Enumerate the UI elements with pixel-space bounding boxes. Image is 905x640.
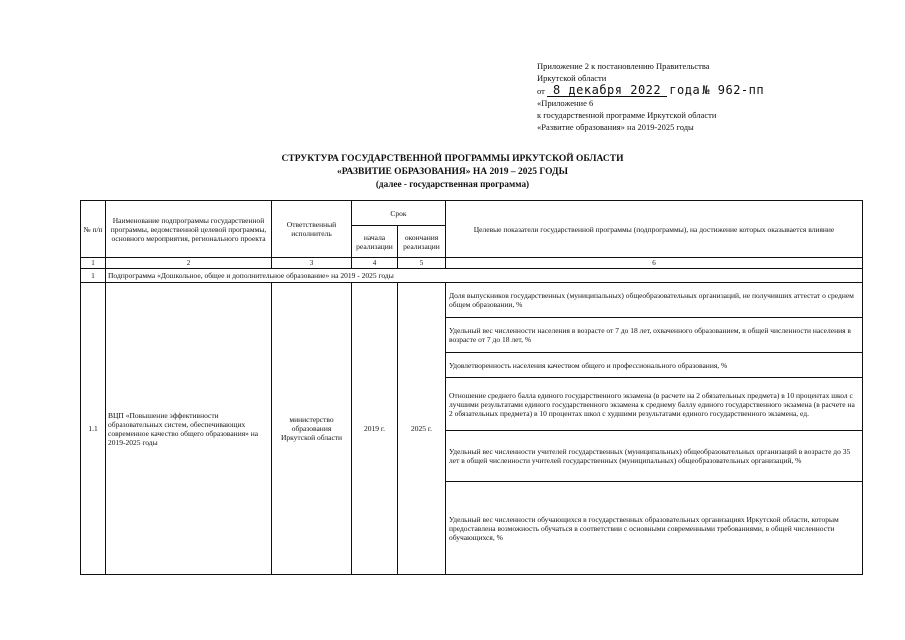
indicator-item: Отношение среднего балла единого государственного экзамена (в расчете на 2 обязательных предмета) в 10 процентах школ с лучшими результатами единого государственного экзамена к среднему баллу единого государственного экзамена (в расчете на 2 обязательных предмета) в 10 процентах школ с худшими результатами единого государственного экзамена, ед. [446, 378, 863, 431]
title-line-2: «РАЗВИТИЕ ОБРАЗОВАНИЯ» НА 2019 – 2025 ГОДЫ [337, 166, 568, 177]
row-end: 2025 г. [398, 283, 446, 575]
row-start: 2019 г. [352, 283, 398, 575]
header-indicators: Целевые показатели государственной программы (подпрограммы), на достижение которых оказывается влияние [446, 201, 863, 258]
appendix-line-6: «Развитие образования» на 2019-2025 годы [537, 122, 694, 132]
decree-date: 8 декабря 2022 [547, 85, 667, 97]
indicator-item: Доля выпускников государственных (муниципальных) общеобразовательных организаций, не получивших аттестат о среднем общем образовании, % [446, 283, 863, 318]
indicator-item: Удельный вес численности населения в возрасте от 7 до 18 лет, охваченного образованием, в общей численности населения в возрасте от 7 до 18 лет, % [446, 318, 863, 353]
row-responsible: министерство образования Иркутской области [272, 283, 352, 575]
title-line-1: СТРУКТУРА ГОСУДАРСТВЕННОЙ ПРОГРАММЫ ИРКУТСКОЙ ОБЛАСТИ [281, 154, 624, 164]
header-num: № п/п [81, 201, 106, 258]
header-term: Срок [352, 201, 446, 226]
subprogram-title: Подпрограмма «Дошкольное, общее и дополнительное образование» на 2019 - 2025 годы [106, 269, 863, 283]
appendix-header [537, 60, 837, 133]
column-number: 4 [352, 258, 398, 269]
document-title [0, 153, 905, 191]
header-name: Наименование подпрограммы государственной программы, ведомственной целевой программы, основного мероприятия, регионального проекта [106, 201, 272, 258]
appendix-line-4: «Приложение 6 [537, 98, 594, 108]
header-responsible: Ответственный исполнитель [272, 201, 352, 258]
column-number: 1 [81, 258, 106, 269]
decree-number: № 962-пп [702, 83, 765, 97]
column-number: 5 [398, 258, 446, 269]
indicator-item: Удельный вес численности учителей государственных (муниципальных) общеобразовательных организаций в возрасте до 35 лет в общей численности учителей государственных (муниципальных) общеобразовательных организаций, % [446, 431, 863, 482]
indicator-item: Удельный вес численности обучающихся в государственных образовательных организациях Иркутской области, которым предоставлена возможность обучаться в соответствии с основными современными требованиями, в общей численности обучающихся, % [446, 482, 863, 575]
row-num: 1.1 [81, 283, 106, 575]
row-name: ВЦП «Повышение эффективности образовательных систем, обеспечивающих современное качество общего образования» на 2019-2025 годы [106, 283, 272, 575]
column-number-row [81, 258, 863, 269]
column-number: 6 [446, 258, 863, 269]
program-structure-table [80, 200, 863, 575]
decree-date-line [537, 84, 837, 97]
subprogram-row [81, 269, 863, 283]
column-number: 2 [106, 258, 272, 269]
column-number: 3 [272, 258, 352, 269]
ot-label: от [537, 86, 545, 96]
header-end: окончания реализации [398, 226, 446, 258]
appendix-line-5: к государственной программе Иркутской области [537, 110, 717, 120]
goda-label: года [669, 83, 701, 97]
header-row [81, 201, 863, 226]
header-start: начала реализации [352, 226, 398, 258]
appendix-line-2: Иркутской области [537, 73, 607, 83]
table-row [81, 283, 863, 318]
indicator-item: Удовлетворенность населения качеством общего и профессионального образования, % [446, 353, 863, 378]
appendix-line-1: Приложение 2 к постановлению Правительства [537, 61, 710, 71]
title-line-3: (далее - государственная программа) [375, 179, 530, 189]
subprogram-num: 1 [81, 269, 106, 283]
